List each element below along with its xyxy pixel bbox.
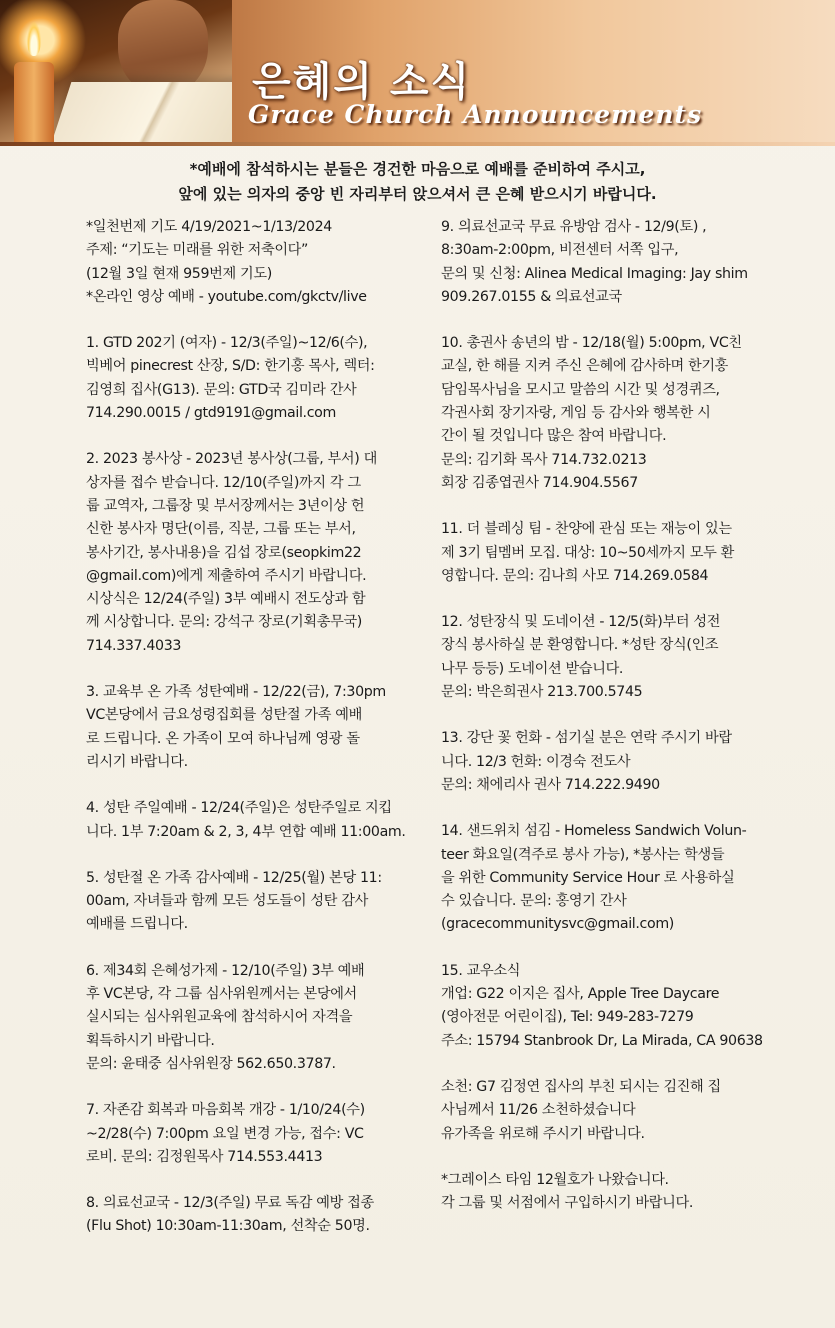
announcement-12: 12. 성탄장식 및 도네이션 - 12/5(화)부터 성전 장식 봉사하실 분 환영합니다. *성탄 장식(인조 나무 등등) 도네이션 받습니다. 문의: 박은희권사 213.700.5745 <box>441 614 721 701</box>
page-title: 은혜의 소식 <box>252 59 472 105</box>
open-bible-image <box>49 82 232 142</box>
announcement-14: 14. 샌드위치 섬김 - Homeless Sandwich Volun- teer 화요일(격주로 봉사 가능), *봉사는 학생들 을 위한 Community Service Hour 로 사용하실 수 있습니다. 문의: 홍영기 간사 (gracecommunitysvc@gmail.com) <box>441 823 747 933</box>
announcement-grace-time: *그레이스 타임 12월호가 나왔습니다. 각 그룹 및 서점에서 구입하시기 바랍니다. <box>441 1171 693 1212</box>
announcement-9: 9. 의료선교국 무료 유방암 검사 - 12/9(토) , 8:30am-2:00pm, 비전센터 서쪽 입구, 문의 및 신청: Alinea Medical Imaging: Jay shim 909.267.0155 & 의료선교국 <box>441 219 748 305</box>
announcement-2: 2. 2023 봉사상 - 2023년 봉사상(그룹, 부서) 대 상자를 접수 받습니다. 12/10(주일)까지 각 그 룹 교역자, 그룹장 및 부서장께서는 3년이상 헌 신한 봉사자 명단(이름, 직분, 그룹 또는 부서, 봉사기간, 봉사내용)을 김섭 장로(seopkim22 @gmail.com)에게 제출하여 주시기 바랍니다. 시상식은 12/24(주일) 3부 예배시 전도상과 함 께 시상합니다. 문의: 강석구 장로(기획총무국) 714.337.4033 <box>86 451 377 654</box>
header-divider <box>0 142 835 146</box>
page-subtitle: Grace Church Announcements <box>248 100 703 129</box>
right-column <box>441 216 797 1215</box>
left-column <box>86 216 446 1239</box>
announcement-15: 15. 교우소식 개업: G22 이지은 집사, Apple Tree Daycare (영아전문 어린이집), Tel: 949-283-7279 주소: 15794 Stanbrook Dr, La Mirada, CA 90638 <box>441 962 763 1049</box>
announcement-prayer: *일천번제 기도 4/19/2021~1/13/2024 주제: “기도는 미래를 위한 저축이다” (12월 3일 현재 959번제 기도) *온라인 영상 예배 - youtube.com/gkctv/live <box>86 219 367 305</box>
announcement-11: 11. 더 블레싱 팀 - 찬양에 관심 또는 재능이 있는 제 3기 팀멤버 모집. 대상: 10~50세까지 모두 환 영합니다. 문의: 김나희 사모 714.269.0584 <box>441 521 734 584</box>
announcement-1: 1. GTD 202기 (여자) - 12/3(주일)~12/6(수), 빅베어 pinecrest 산장, S/D: 한기홍 목사, 렉터: 김영희 집사(G13). 문의: GTD국 김미라 간사 714.290.0015 / gtd9191@gmail.com <box>86 335 375 422</box>
candle-image <box>14 62 54 142</box>
candle-flame-image <box>27 22 41 56</box>
announcement-10: 10. 총권사 송년의 밤 - 12/18(월) 5:00pm, VC친 교실, 한 해를 지켜 주신 은혜에 감사하며 한기홍 담임목사님을 모시고 말씀의 시간 및 성경퀴즈, 각권사회 장기자랑, 게임 등 감사와 행복한 시 간이 될 것입니다 많은 참여 바랍니다. 문의: 김기화 목사 714.732.0213 회장 김종엽권사 714.904.5567 <box>441 335 742 491</box>
announcement-13: 13. 강단 꽃 헌화 - 섬기실 분은 연락 주시기 바랍 니다. 12/3 헌화: 이경숙 전도사 문의: 채에리사 권사 714.222.9490 <box>441 730 732 793</box>
candle-bible-photo <box>0 0 232 142</box>
announcement-condolence: 소천: G7 김정연 집사의 부친 되시는 김진해 집 사님께서 11/26 소천하셨습니다 유가족을 위로해 주시기 바랍니다. <box>441 1078 721 1142</box>
announcement-3: 3. 교육부 온 가족 성탄예배 - 12/22(금), 7:30pm VC본당에서 금요성령집회를 성탄절 가족 예배 로 드립니다. 온 가족이 모여 하나님께 영광 돌 리시기 바랍니다. <box>86 684 386 770</box>
announcement-5: 5. 성탄절 온 가족 감사예배 - 12/25(월) 본당 11: 00am, 자녀들과 함께 모든 성도들이 성탄 감사 예배를 드립니다. <box>86 869 382 933</box>
announcement-8: 8. 의료선교국 - 12/3(주일) 무료 독감 예방 접종 (Flu Shot) 10:30am-11:30am, 선착순 50명. <box>86 1195 374 1235</box>
announcement-4: 4. 성탄 주일예배 - 12/24(주일)은 성탄주일로 지킵 니다. 1부 7:20am & 2, 3, 4부 연합 예배 11:00am. <box>86 800 406 840</box>
header-banner <box>0 0 835 142</box>
intro-notice: *예배에 참석하시는 분들은 경건한 마음으로 예배를 준비하여 주시고, 앞에 있는 의자의 중앙 빈 자리부터 앉으셔서 큰 은혜 받으시기 바랍니다. <box>178 160 657 203</box>
announcement-7: 7. 자존감 회복과 마음회복 개강 - 1/10/24(수) ~2/28(수) 7:00pm 요일 변경 가능, 접수: VC 로비. 문의: 김정원목사 714.553.4413 <box>86 1102 365 1165</box>
announcement-6: 6. 제34회 은혜성가제 - 12/10(주일) 3부 예배 후 VC본당, 각 그룹 심사위원께서는 본당에서 실시되는 심사위원교육에 참석하시어 자격을 획득하시기 바랍니다. 문의: 윤태중 심사위원장 562.650.3787. <box>86 962 365 1072</box>
